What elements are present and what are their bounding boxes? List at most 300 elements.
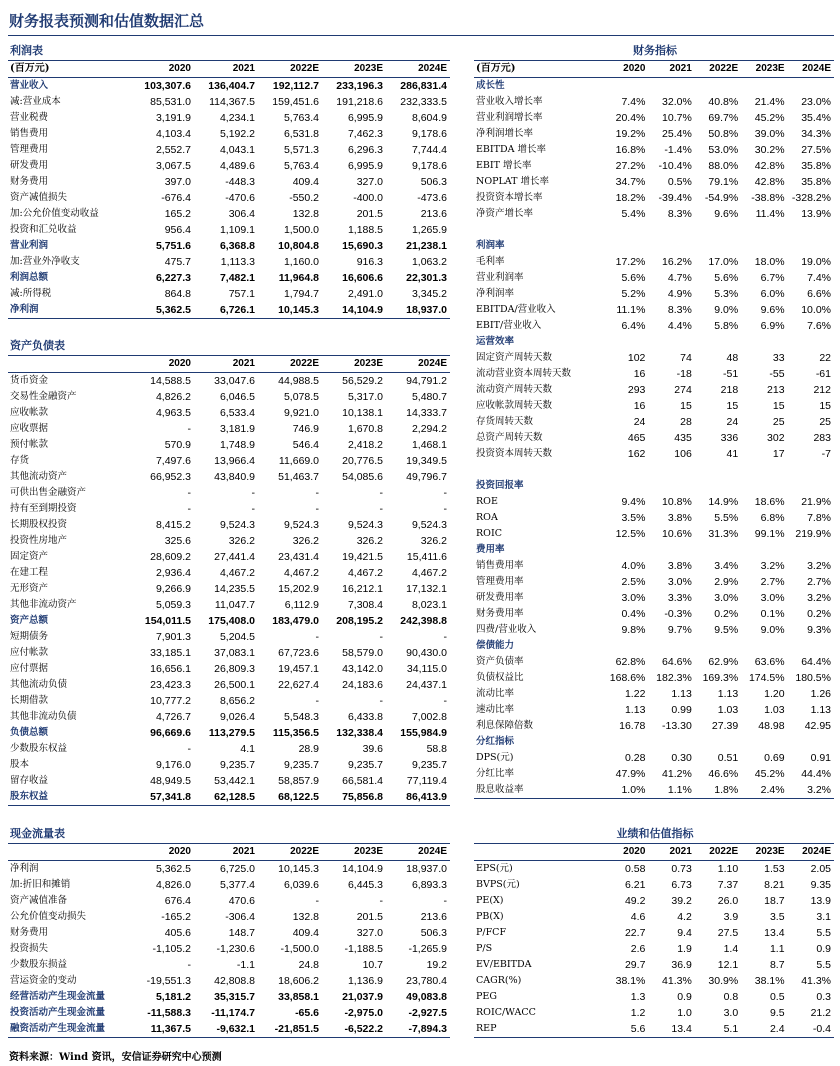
row-label: 其他非流动负债 — [10, 711, 77, 722]
cell-value: 18,937.0 — [406, 863, 447, 875]
cell-value — [648, 78, 694, 95]
cell-value: 9.8% — [621, 624, 646, 636]
cell-value: 63.6% — [754, 656, 785, 668]
cell-value: 1.3 — [630, 991, 646, 1003]
cell-value: 49.2 — [624, 895, 646, 907]
cell-value — [741, 238, 787, 254]
table-row — [8, 453, 450, 469]
row-label: 投资和汇兑收益 — [10, 224, 77, 235]
row-label: 流动营业资本周转天数 — [476, 368, 572, 379]
row-label: 交易性金融资产 — [10, 391, 77, 402]
cell-value: 10.0% — [801, 304, 831, 316]
cell-value: 58,579.0 — [342, 647, 383, 659]
cell-value: 5.2% — [621, 288, 646, 300]
cell-value: 5,571.3 — [283, 144, 319, 156]
cell-value — [602, 78, 648, 95]
cell-value: 9,026.4 — [219, 711, 255, 723]
table-row — [8, 565, 450, 581]
table-row — [474, 782, 834, 799]
cell-value: -38.8% — [751, 192, 785, 204]
cell-value: 68,122.5 — [258, 789, 322, 806]
cell-value: 14.9% — [708, 496, 739, 508]
row-label: 营业利润增长率 — [476, 112, 543, 123]
cell-value: 5.3% — [714, 288, 739, 300]
table-row — [474, 638, 834, 654]
row-label: 财务费用 — [10, 176, 49, 187]
cell-value: 409.4 — [292, 176, 319, 188]
cell-value: 14,104.9 — [322, 302, 386, 319]
cell-value: 956.4 — [164, 224, 191, 236]
source-note: 资料来源：Wind 资讯，安信证券研究中心预测 — [9, 1052, 222, 1063]
cell-value: 33,858.1 — [278, 991, 319, 1003]
cell-value: 11.4% — [755, 208, 785, 220]
year-header: 2023E — [322, 356, 386, 373]
cell-value: 5.5 — [816, 927, 831, 939]
row-label: 应付帐款 — [10, 647, 49, 658]
cell-value: 4.2 — [677, 911, 692, 923]
cell-value: 48,949.5 — [150, 775, 191, 787]
cell-value: 169.3% — [702, 672, 739, 684]
table-row — [474, 398, 834, 414]
cell-value — [602, 462, 648, 478]
row-label: 投资性房地产 — [10, 535, 68, 546]
cell-value: 5,362.5 — [155, 863, 191, 875]
row-label: 资产减值准备 — [10, 895, 68, 906]
cell-value: 182.3% — [656, 672, 692, 684]
cell-value: 20.4% — [615, 112, 646, 124]
table-row — [8, 709, 450, 725]
cell-value: 1,188.5 — [347, 224, 383, 236]
cell-value: 106 — [674, 448, 692, 460]
cell-value: 16,606.6 — [342, 272, 383, 284]
header-row — [474, 61, 834, 78]
cell-value: 5.4% — [621, 208, 646, 220]
cell-value: 42,808.8 — [214, 975, 255, 987]
cell-value: 15,202.9 — [278, 583, 319, 595]
row-label: 分红指标 — [476, 736, 515, 747]
cell-value: -11,174.7 — [211, 1007, 255, 1019]
cell-value — [695, 462, 741, 478]
cell-value: 3.0% — [621, 592, 646, 604]
cell-value: 1.4 — [723, 943, 739, 955]
cell-value: 7.4% — [621, 96, 646, 108]
table-row — [474, 766, 834, 782]
cell-value: 465 — [627, 432, 646, 444]
cell-value: 9,176.0 — [155, 759, 191, 771]
row-label: 资产总额 — [10, 615, 49, 626]
cell-value: 1.53 — [764, 863, 785, 875]
cell-value: 10.7 — [362, 959, 383, 971]
cell-value — [788, 334, 834, 350]
cell-value: -21,851.5 — [258, 1021, 322, 1038]
row-label: 加:折旧和摊销 — [10, 879, 71, 890]
cell-value: 1.0% — [602, 782, 648, 799]
table-row — [474, 1021, 834, 1038]
cashflow-title: 现金流量表 — [8, 825, 450, 844]
cell-value: 8.3% — [667, 304, 692, 316]
cell-value: -9,632.1 — [194, 1021, 258, 1038]
row-label: ROIC — [476, 528, 502, 539]
unit-label — [8, 356, 130, 373]
cell-value: 7,901.3 — [155, 631, 191, 643]
row-label — [474, 222, 602, 238]
cell-value: 3.2% — [807, 592, 831, 604]
row-label: 负债权益比 — [476, 672, 524, 683]
cell-value: 14,333.7 — [406, 407, 447, 419]
cell-value: 1,160.0 — [283, 256, 319, 268]
cell-value: 94,791.2 — [406, 375, 447, 387]
cell-value: 25 — [772, 416, 785, 428]
cell-value: 11,367.5 — [130, 1021, 194, 1038]
cell-value — [788, 638, 834, 654]
cell-value: 23,423.3 — [150, 679, 191, 691]
cell-value: 0.3 — [816, 991, 831, 1003]
table-row — [8, 549, 450, 565]
cell-value — [741, 478, 787, 494]
table-row — [474, 318, 834, 334]
cell-value: 42.8% — [754, 160, 785, 172]
cell-value: 7,308.4 — [347, 599, 383, 611]
cell-value: 16,656.1 — [150, 663, 191, 675]
unit-label: (百万元) — [8, 61, 130, 78]
cell-value: 3.8% — [667, 512, 692, 524]
cell-value: 326.2 — [356, 535, 383, 547]
table-row — [8, 270, 450, 286]
row-label: 净利润 — [10, 863, 39, 874]
cell-value: 9,266.9 — [155, 583, 191, 595]
table-row — [8, 421, 450, 437]
cell-value: 11,964.8 — [278, 272, 319, 284]
cell-value: 22.7 — [624, 927, 646, 939]
cell-value: -676.4 — [161, 192, 191, 204]
cell-value: 9.0% — [760, 624, 785, 636]
cell-value: 4,489.6 — [219, 160, 255, 172]
cell-value: 570.9 — [164, 439, 191, 451]
cell-value: 33 — [772, 352, 785, 364]
cell-value: 232,333.5 — [400, 96, 447, 108]
cell-value: 35.8% — [801, 176, 831, 188]
cell-value: 41.3% — [662, 975, 692, 987]
row-label: P/FCF — [476, 927, 507, 938]
cell-value — [602, 734, 648, 750]
cell-value: -54.9% — [704, 192, 739, 204]
table-row — [8, 861, 450, 878]
cell-value: 16.78 — [619, 720, 646, 732]
cell-value: 180.5% — [795, 672, 831, 684]
cell-value: 53,442.1 — [214, 775, 255, 787]
cell-value: 3.4% — [714, 560, 739, 572]
cell-value: 0.2% — [807, 608, 831, 620]
cell-value: 9.6% — [714, 208, 739, 220]
cell-value: 1.13 — [810, 704, 831, 716]
cell-value: - — [443, 503, 447, 515]
cell-value: 37,083.1 — [214, 647, 255, 659]
table-row — [8, 533, 450, 549]
cell-value: 42.8% — [754, 176, 785, 188]
cell-value: 19,421.5 — [342, 551, 383, 563]
table-row — [8, 142, 450, 158]
cell-value: -13.30 — [662, 720, 692, 732]
cell-value: 5,751.6 — [155, 240, 191, 252]
cell-value: 0.5% — [667, 176, 692, 188]
table-row — [8, 789, 450, 806]
row-label: 总资产周转天数 — [476, 432, 543, 443]
table-row — [474, 686, 834, 702]
cell-value: 4,467.2 — [219, 567, 255, 579]
cell-value: 45.2% — [754, 112, 785, 124]
table-row — [474, 414, 834, 430]
cell-value: 7,482.1 — [219, 272, 255, 284]
cell-value: -1.1 — [236, 959, 255, 971]
cell-value: 3.8% — [667, 560, 692, 572]
cell-value: 1.8% — [695, 782, 741, 799]
table-row — [8, 893, 450, 909]
balance-sheet — [8, 337, 450, 806]
table-row — [8, 158, 450, 174]
cell-value: 12.5% — [615, 528, 646, 540]
cell-value: -11,588.3 — [147, 1007, 191, 1019]
table-row — [474, 222, 834, 238]
cell-value: 62.8% — [615, 656, 646, 668]
row-label: 可供出售金融资产 — [10, 487, 87, 498]
year-header: 2021 — [648, 61, 694, 78]
cell-value: 102 — [627, 352, 646, 364]
cell-value: 27,441.4 — [214, 551, 255, 563]
cell-value: 64.6% — [662, 656, 692, 668]
row-label: 净利润 — [8, 302, 130, 319]
table-row — [474, 430, 834, 446]
cell-value: 1.1% — [648, 782, 694, 799]
cell-value: 4.7% — [667, 272, 692, 284]
cell-value: 58,857.9 — [278, 775, 319, 787]
cell-value: 6,433.8 — [347, 711, 383, 723]
table-row — [474, 877, 834, 893]
cell-value: 51,463.7 — [278, 471, 319, 483]
cell-value: 38.1% — [754, 975, 785, 987]
cell-value: 9.4 — [677, 927, 692, 939]
cell-value: 19.0% — [801, 256, 831, 268]
cell-value: 21.4% — [754, 96, 785, 108]
cell-value: 2,552.7 — [155, 144, 191, 156]
table-row — [8, 757, 450, 773]
row-label: 净资产增长率 — [476, 208, 534, 219]
cell-value: 9,524.3 — [347, 519, 383, 531]
row-label: 销售费用 — [10, 128, 49, 139]
cell-value: 864.8 — [164, 288, 191, 300]
cell-value — [788, 222, 834, 238]
cell-value: 21,037.9 — [342, 991, 383, 1003]
cell-value: - — [379, 695, 383, 707]
row-label: CAGR(%) — [476, 975, 522, 986]
year-header: 2020 — [130, 844, 194, 861]
cell-value: 327.0 — [356, 927, 383, 939]
cell-value: 35.8% — [801, 160, 831, 172]
cell-value: 9.35 — [810, 879, 831, 891]
cell-value: 0.73 — [671, 863, 692, 875]
cell-value: -0.4 — [788, 1021, 834, 1038]
cell-value: 9,524.3 — [411, 519, 447, 531]
row-label: ROA — [476, 512, 498, 523]
cell-value: 8,415.2 — [155, 519, 191, 531]
cell-value: 115,356.5 — [272, 727, 319, 739]
cell-value: 88.0% — [708, 160, 739, 172]
row-label: 营业利润 — [10, 240, 49, 251]
cell-value: 30.9% — [708, 975, 739, 987]
cell-value — [602, 478, 648, 494]
cell-value: 9,178.6 — [411, 128, 447, 140]
cell-value — [788, 542, 834, 558]
year-header: 2024E — [386, 61, 450, 78]
table-row — [8, 469, 450, 485]
cell-value: 24,183.6 — [342, 679, 383, 691]
table-row — [8, 238, 450, 254]
year-header: 2023E — [322, 61, 386, 78]
row-label: 管理费用 — [10, 144, 49, 155]
cell-value: 5.1 — [695, 1021, 741, 1038]
cell-value: - — [379, 631, 383, 643]
cell-value: 2.6 — [630, 943, 646, 955]
cell-value: 10.8% — [662, 496, 692, 508]
cell-value: 3.0% — [667, 576, 692, 588]
table-row — [8, 581, 450, 597]
cell-value: 2,294.2 — [411, 423, 447, 435]
cell-value: 5,204.5 — [219, 631, 255, 643]
cell-value — [695, 78, 741, 95]
cell-value: 435 — [674, 432, 692, 444]
cell-value: - — [251, 487, 255, 499]
cell-value: 1.03 — [764, 704, 785, 716]
table-row — [8, 126, 450, 142]
cell-value: 14,588.5 — [150, 375, 191, 387]
row-label: 固定资产周转天数 — [476, 352, 553, 363]
cell-value: - — [315, 895, 319, 907]
year-header: 2024E — [386, 844, 450, 861]
row-label: EBIT/营业收入 — [476, 320, 542, 331]
year-header: 2020 — [602, 844, 648, 861]
cell-value: 5,763.4 — [283, 160, 319, 172]
row-label: 投资损失 — [10, 943, 49, 954]
cell-value: - — [187, 743, 191, 755]
cell-value: - — [251, 503, 255, 515]
cell-value: 6,533.4 — [219, 407, 255, 419]
cell-value: 4,963.5 — [155, 407, 191, 419]
cell-value: -165.2 — [161, 911, 191, 923]
cell-value: 39.2 — [671, 895, 692, 907]
cell-value: 99.1% — [754, 528, 785, 540]
table-row — [474, 941, 834, 957]
cell-value: 5,763.4 — [283, 112, 319, 124]
cell-value: 6.4% — [621, 320, 646, 332]
cell-value: 5,377.4 — [219, 879, 255, 891]
cell-value: -473.6 — [417, 192, 447, 204]
cell-value: 16 — [633, 368, 646, 380]
row-label: 经营活动产生现金流量 — [10, 991, 106, 1002]
cell-value: 7.37 — [717, 879, 739, 891]
cell-value: 10.7% — [662, 112, 692, 124]
cell-value: 47.9% — [615, 768, 646, 780]
row-label: 利息保障倍数 — [476, 720, 534, 731]
cell-value — [648, 478, 694, 494]
cell-value: 38.1% — [615, 975, 646, 987]
cell-value: 34.7% — [615, 176, 646, 188]
cell-value: 306.4 — [228, 208, 255, 220]
cell-value: 0.99 — [671, 704, 692, 716]
cell-value: 56,529.2 — [342, 375, 383, 387]
cell-value: 13,966.4 — [214, 455, 255, 467]
cell-value: 192,112.7 — [272, 80, 319, 92]
cell-value: 45.2% — [754, 768, 785, 780]
financial-indicators — [474, 42, 834, 799]
cell-value: 191,218.6 — [336, 96, 383, 108]
cell-value: 326.2 — [228, 535, 255, 547]
row-label: 研发费用率 — [476, 592, 524, 603]
cell-value: 23,431.4 — [278, 551, 319, 563]
cell-value: 3,191.9 — [155, 112, 191, 124]
cell-value: 470.6 — [228, 895, 255, 907]
cell-value: 10,777.2 — [150, 695, 191, 707]
cell-value: 4,043.1 — [219, 144, 255, 156]
row-label: 速动比率 — [476, 704, 515, 715]
table-row — [8, 909, 450, 925]
cell-value: 4.1 — [240, 743, 255, 755]
cell-value: 31.3% — [708, 528, 739, 540]
table-row — [8, 174, 450, 190]
cell-value: 8.7 — [769, 959, 785, 971]
cell-value: 6,531.8 — [283, 128, 319, 140]
cell-value: 42.95 — [804, 720, 831, 732]
cell-value: 5,078.5 — [283, 391, 319, 403]
table-row — [474, 494, 834, 510]
table-row — [474, 142, 834, 158]
cell-value: 1,265.9 — [411, 224, 447, 236]
cell-value: - — [187, 959, 191, 971]
row-label: EBIT 增长率 — [476, 160, 532, 171]
cell-value: 506.3 — [420, 927, 447, 939]
cell-value: 32.0% — [662, 96, 692, 108]
table-row — [8, 190, 450, 206]
cell-value: 916.3 — [356, 256, 383, 268]
cell-value: 325.6 — [164, 535, 191, 547]
row-label: ROE — [476, 496, 498, 507]
cell-value: 3.1 — [816, 911, 831, 923]
cell-value: 15,690.3 — [342, 240, 383, 252]
row-label: 营业收入增长率 — [476, 96, 543, 107]
table-row — [8, 941, 450, 957]
cell-value: 6,725.0 — [219, 863, 255, 875]
table-row — [474, 989, 834, 1005]
cell-value: 2.4 — [741, 1021, 787, 1038]
cell-value: -10.4% — [658, 160, 692, 172]
table-row — [474, 574, 834, 590]
cell-value: 9.5% — [714, 624, 739, 636]
cell-value: 9,235.7 — [347, 759, 383, 771]
cell-value: - — [315, 695, 319, 707]
cell-value — [741, 462, 787, 478]
cell-value: 35.4% — [801, 112, 831, 124]
cell-value — [648, 638, 694, 654]
year-header: 2021 — [194, 61, 258, 78]
cell-value: 33,047.6 — [214, 375, 255, 387]
cell-value: -0.3% — [664, 608, 692, 620]
cell-value: 26.0 — [717, 895, 739, 907]
cell-value: 25.4% — [662, 128, 692, 140]
row-label: 成长性 — [476, 80, 505, 91]
cell-value: 62.9% — [708, 656, 739, 668]
table-row — [474, 925, 834, 941]
cell-value: 283 — [813, 432, 831, 444]
cell-value: 213.6 — [420, 911, 447, 923]
cell-value: 0.28 — [624, 752, 646, 764]
